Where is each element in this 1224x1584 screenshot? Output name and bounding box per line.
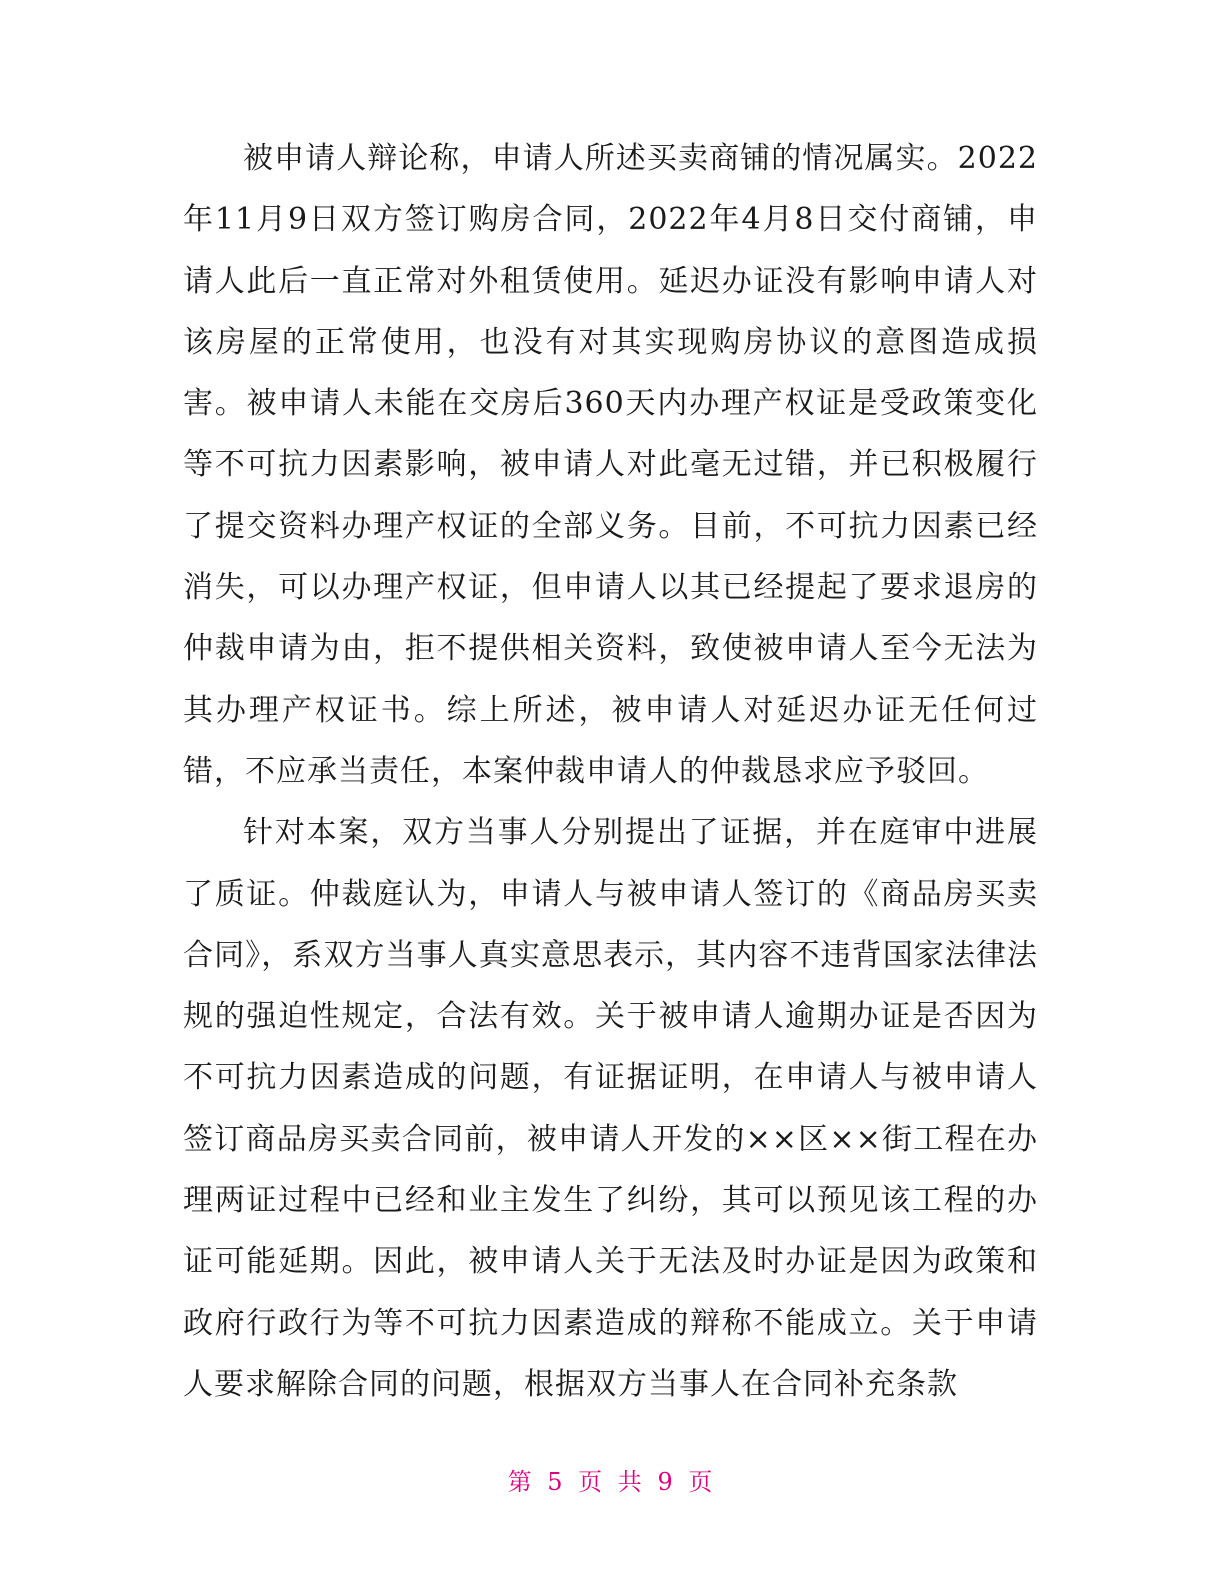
document-body xyxy=(183,128,1038,1415)
paragraph-tribunal-finding: 针对本案，双方当事人分别提出了证据，并在庭审中进展了质证。仲裁庭认为，申请人与被申请人签订的《商品房买卖合同》，系双方当事人真实意思表示，其内容不违背国家法律法规的强迫性规定，合法有效。关于被申请人逾期办证是否因为不可抗力因素造成的问题，有证据证明，在申请人与被申请人签订商品房买卖合同前，被申请人开发的××区××街工程在办理两证过程中已经和业主发生了纠纷，其可以预见该工程的办证可能延期。因此，被申请人关于无法及时办证是因为政策和政府行政行为等不可抗力因素造成的辩称不能成立。关于申请人要求解除合同的问题，根据双方当事人在合同补充条款 xyxy=(183,815,1038,1402)
page-number-footer: 第 5 页 共 9 页 xyxy=(507,1468,717,1496)
paragraph-respondent-argument: 被申请人辩论称，申请人所述买卖商铺的情况属实。2022年11月9日双方签订购房合同，2022年4月8日交付商铺，申请人此后一直正常对外租赁使用。延迟办证没有影响申请人对该房屋的正常使用，也没有对其实现购房协议的意图造成损害。被申请人未能在交房后360天内办理产权证是受政策变化等不可抗力因素影响，被申请人对此毫无过错，并已积极履行了提交资料办理产权证的全部义务。目前，不可抗力因素已经消失，可以办理产权证，但申请人以其已经提起了要求退房的仲裁申请为由，拒不提供相关资料，致使被申请人至今无法为其办理产权证书。综上所述，被申请人对延迟办证无任何过错，不应承当责任，本案仲裁申请人的仲裁恳求应予驳回。 xyxy=(183,141,1038,789)
